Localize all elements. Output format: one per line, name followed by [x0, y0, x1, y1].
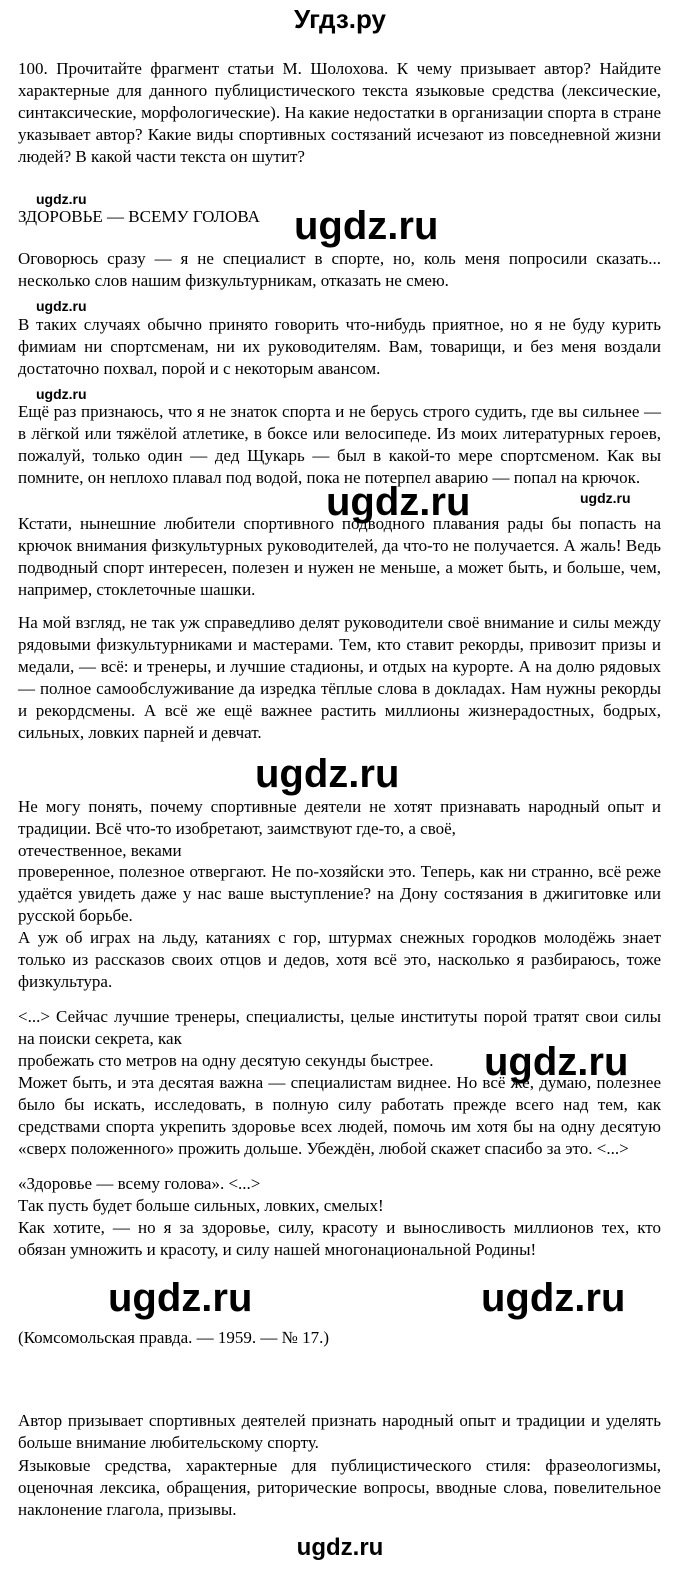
watermark: ugdz.ru: [481, 1276, 626, 1320]
paragraph: А уж об играх на льду, катаниях с гор, штурмах снежных городков молодёжь знает только из рассказов своих отцов и дедов, хотя всё это, насколько я разбираюсь, тоже физкультура.: [18, 928, 661, 991]
answer-paragraph: Автор призывает спортивных деятелей признать народный опыт и традиции и уделять больше внимание любительскому спорту.: [18, 1411, 661, 1452]
paragraph: Может быть, и эта десятая важна — специалистам виднее. Но всё же, думаю, полезнее было бы искать, исследовать, в полную силу работать прежде всего над тем, как средствами спорта укрепить здоровье всех людей, помочь им хотя бы на одну десятую «сверх положенного» прожить дольше. Убеждён, любой скажет спасибо за это. <...>: [18, 1073, 661, 1158]
paragraph: отечественное, веками: [18, 841, 182, 860]
paragraph: Как хотите, — но я за здоровье, силу, красоту и выносливость миллионов тех, кто обязан умножить и красоту, и силу нашей многонациональной Родины!: [18, 1218, 661, 1259]
paragraph: <...> Сейчас лучшие тренеры, специалисты, целые институты порой тратят свои силы на поиски секрета, как: [18, 1007, 661, 1048]
watermark: ugdz.ru: [36, 386, 87, 402]
paragraph: На мой взгляд, не так уж справедливо делят руководители своё внимание и силы между рядовыми физкультурниками и мастерами. Тем, кто ставит рекорды, привозит призы и медали, — всё: и тренеры, и лучшие стадионы, и отдых на курорте. А на долю рядовых — полное самообслуживание да изредка тёплые слова в докладах. Нам нужны рекорды и рекордсмены. А всё же ещё важнее растить миллионы жизнерадостных, бодрых, сильных, ловких парней и девчат.: [18, 613, 661, 742]
site-header: Угдз.ру: [294, 4, 386, 34]
source-citation: (Комсомольская правда. — 1959. — № 17.): [18, 1328, 330, 1347]
article-title: ЗДОРОВЬЕ — ВСЕМУ ГОЛОВА: [18, 207, 260, 226]
site-footer: ugdz.ru: [296, 1534, 384, 1561]
paragraph: В таких случаях обычно принято говорить что-нибудь приятное, но я не буду курить фимиам ни спортсменам, ни их руководителям. Вам, товарищи, и без меня воздали достаточно похвал, порой и с некоторым авансом.: [18, 315, 661, 378]
watermark: ugdz.ru: [484, 1040, 629, 1084]
paragraph: Оговорюсь сразу — я не специалист в спорте, но, коль меня попросили сказать... несколько слов нашим физкультурникам, отказать не смею.: [18, 249, 661, 290]
paragraph: Ещё раз признаюсь, что я не знаток спорта и не берусь строго судить, где вы сильнее — в лёгкой или тяжёлой атлетике, в боксе или велосипеде. Из моих литературных героев, пожалуй, только один — дед Щукарь — был в какой-то мере спортсменом. Как вы помните, он неплохо плавал под водой, пока не потерпел аварию — попал на крючок.: [18, 402, 661, 487]
watermark: ugdz.ru: [36, 191, 87, 207]
paragraph: пробежать сто метров на одну десятую секунды быстрее.: [18, 1051, 434, 1070]
task-text: 100. Прочитайте фрагмент статьи М. Шолохова. К чему призывает автор? Найдите характерные для данного публицистического текста языковые средства (лексические, синтаксические, морфологические). На какие недостатки в организации спорта в стране указывает автор? Какие виды спортивных состязаний исчезают из повседневной жизни людей? В какой части текста он шутит?: [18, 59, 661, 166]
paragraph: «Здоровье — всему голова». <...>: [18, 1174, 261, 1193]
paragraph: Кстати, нынешние любители спортивного подводного плавания рады бы попасть на крючок внимания физкультурных руководителей, да что-то не получается. А жаль! Ведь подводный спорт интересен, полезен и нужен не меньше, а может быть, и больше, чем, например, стоклеточные шашки.: [18, 514, 661, 599]
answer-paragraph: Языковые средства, характерные для публицистического стиля: фразеологизмы, оценочная лексика, обращения, риторические вопросы, вводные слова, повелительное наклонение глагола, призывы.: [18, 1456, 661, 1519]
watermark: ugdz.ru: [36, 298, 87, 314]
watermark: ugdz.ru: [108, 1276, 253, 1320]
paragraph: Не могу понять, почему спортивные деятели не хотят признавать народный опыт и традиции. Всё что-то изобретают, заимствуют где-то, а своё,: [18, 797, 661, 838]
paragraph: Так пусть будет больше сильных, ловких, смелых!: [18, 1196, 384, 1215]
watermark: ugdz.ru: [255, 752, 400, 796]
watermark: ugdz.ru: [580, 490, 631, 506]
paragraph: проверенное, полезное отвергают. Не по-хозяйски это. Теперь, как ни странно, всё реже удаётся увидеть даже у нас ваше выступление? на Дону состязания в джигитовке или русской борьбе.: [18, 862, 661, 925]
watermark: ugdz.ru: [326, 480, 471, 524]
watermark: ugdz.ru: [294, 204, 439, 248]
